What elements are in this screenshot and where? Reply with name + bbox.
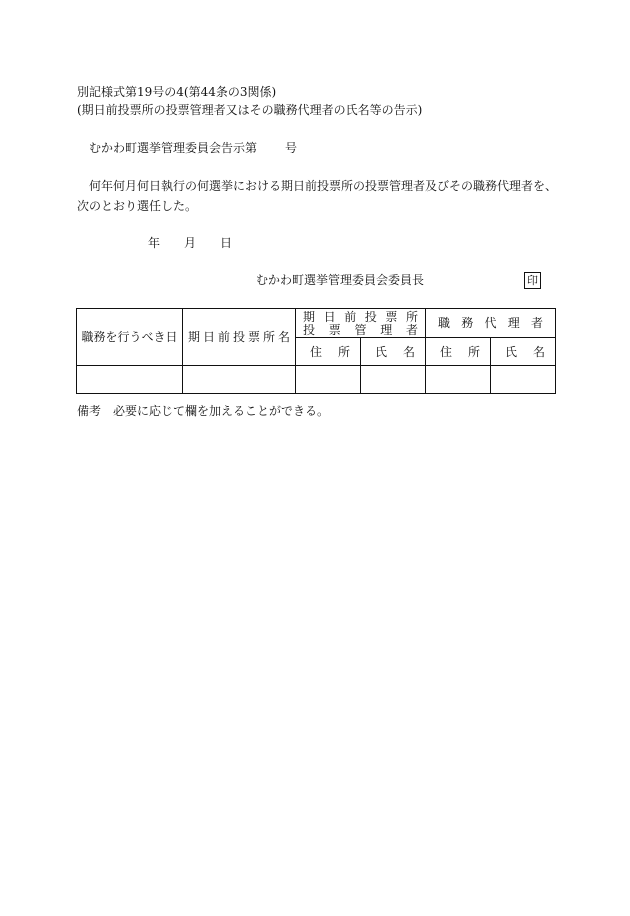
header-place: 期日前投票所名 [187, 330, 293, 344]
header-date-cell [77, 309, 183, 366]
body-line-1: 何年何月何日執行の何選挙における期日前投票所の投票管理者及びその職務代理者を、 [89, 179, 558, 193]
header-manager-line-1: 期 日 前 投 票 所 [303, 309, 418, 324]
date-year-label: 年 [148, 236, 161, 250]
header-manager-line-2: 投 票 管 理 者 [303, 322, 418, 337]
cell-manager-name [361, 366, 426, 394]
cell-place [183, 366, 296, 394]
header-deputy-cell [426, 309, 556, 338]
cell-date [77, 366, 183, 394]
date-line [148, 237, 232, 249]
header-manager-cell [296, 309, 426, 338]
table-header-row [77, 309, 556, 338]
header-date: 職務を行うべき日 [81, 330, 178, 344]
notice-title: むかわ町選挙管理委員会告示第 [89, 141, 258, 155]
cell-deputy-address [426, 366, 491, 394]
notice-title-line [89, 142, 297, 154]
date-month-label: 月 [184, 236, 197, 250]
sub-manager-address: 住 所 [296, 338, 361, 366]
header-deputy: 職 務 代 理 者 [438, 316, 543, 330]
header-place-cell [183, 309, 296, 366]
remarks-label: 備考 [77, 404, 102, 418]
remarks-text: 必要に応じて欄を加えることができる。 [113, 404, 330, 418]
sub-deputy-address: 住 所 [426, 338, 491, 366]
form-number: 別記様式第19号の4(第44条の3関係) [77, 85, 277, 99]
remarks [77, 405, 329, 417]
cell-manager-address [296, 366, 361, 394]
table-row [77, 366, 556, 394]
committee-chair: むかわ町選挙管理委員会委員長 [256, 273, 425, 287]
body-line-2: 次のとおり選任した。 [77, 199, 198, 213]
form-purpose: (期日前投票所の投票管理者又はその職務代理者の氏名等の告示) [77, 103, 423, 117]
sub-manager-name: 氏 名 [361, 338, 426, 366]
notice-number-label: 号 [285, 141, 298, 155]
appointment-table [76, 308, 556, 394]
seal-mark: 印 [524, 272, 541, 289]
cell-deputy-name [491, 366, 556, 394]
sub-deputy-name: 氏 名 [491, 338, 556, 366]
date-day-label: 日 [220, 236, 233, 250]
